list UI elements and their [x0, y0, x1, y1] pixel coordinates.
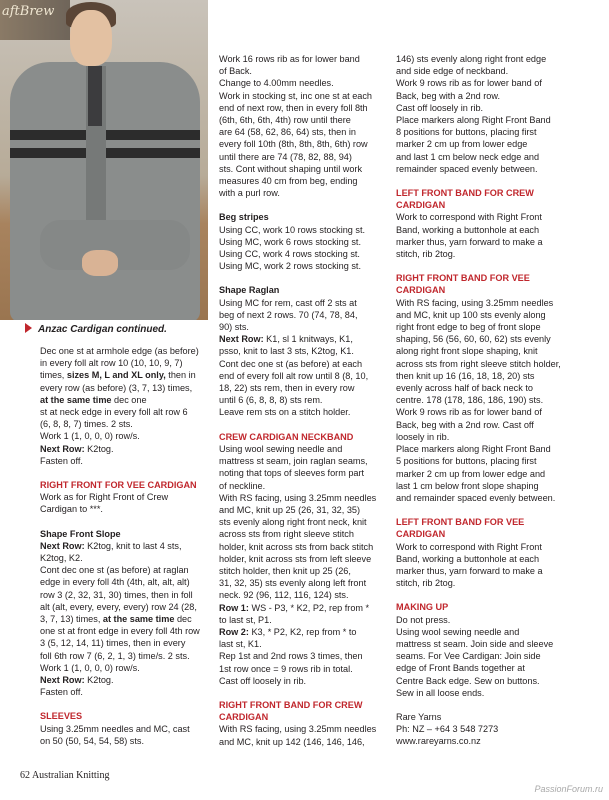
triangle-bullet-icon [25, 323, 32, 333]
page-footer [20, 770, 109, 781]
paragraph: With RS facing, using 3.25mm needles and MC, knit up 142 (146, 146, 146, [219, 724, 377, 747]
watermark: PassionForum.ru [534, 784, 603, 794]
photo-hand [82, 250, 118, 276]
subheading: Beg stripes [219, 212, 269, 223]
paragraph: Work 16 rows rib as for lower band of Back. Change to 4.00mm needles. Work in stocking st, inc one st at each end of next row, then in every foll 8th (6th, 6th, 6th, 4th) row until there are 64 (58, 62, 86, 64) sts, then in every foll 10th (8th, 8th, 8th, 6th) row until there are 74 (78, 82, 88, 94) sts. Cont without shaping until work measures 40 cm from beg, ending with a purl row. [219, 54, 372, 199]
page-number: 62 [20, 770, 30, 781]
paragraph: Work to correspond with Right Front Band, working a buttonhole at each marker thus, yarn forward to make a stitch, rib 2tog. [396, 541, 543, 589]
paragraph: Using wool sewing needle and mattress st seam, join raglan seams, noting that tops of sleeves form part of neckline. With RS facing, using 3.25mm needles and MC, knit up 25 (26, 31, 32, 35) sts evenly along right front neck, knit across sts from right sleeve stitch holder, knit across sts from back stitch holder, knit across sts from left sleeve stitch holder, then knit up 25 (26, 31, 32, 35) sts evenly along left front neck. 92 (96, 112, 116, 124) sts. Row 1: WS - P3, * K2, P2, rep from * to last st, P1. Row 2: K3, * P2, K2, rep from * to last st, K1. Rep 1st and 2nd rows 3 times, then 1st row once = 9 rows rib in total. Cast off loosely in rib. [219, 443, 377, 686]
section-heading: LEFT FRONT BAND FOR VEE CARDIGAN [396, 517, 525, 540]
subheading: Shape Front Slope [40, 528, 121, 539]
paragraph: Do not press. Using wool sewing needle and mattress st seam. Join side and sleeve seams. For Vee Cardigan: Join side edge of Front Bands together at Centre Back edge. Sew on buttons. Sew in all loose ends. [396, 614, 554, 698]
section-heading: RIGHT FRONT BAND FOR CREW CARDIGAN [219, 699, 363, 723]
paragraph: With RS facing, using 3.25mm needles and MC, knit up 100 sts evenly along right front edge to beg of front slope shaping, 56 (56, 60, 60, 62) sts evenly along right front slope shaping, knit across sts from right sleeve stitch holder, then knit up 16 (16, 18, 18, 20) sts evenly across half of back neck to centre. 178 (178, 186, 186, 190) sts. Work 9 rows rib as for lower band of Back, beg with a 2nd row. Cast off loosely in rib. Place markers along Right Front Band 5 positions for buttons, placing first marker 2 cm up from lower edge and last 1 cm below front slope shaping and remainder spaced evenly between. [396, 297, 561, 503]
column-1 [40, 345, 215, 747]
photo-face [70, 10, 112, 66]
paragraph: Using CC, work 10 rows stocking st. Using MC, work 6 rows stocking st. Using CC, work 4 rows stocking st. Using MC, work 2 rows stocking st. [219, 224, 366, 272]
subheading: Shape Raglan [219, 285, 280, 296]
supplier-contact: Rare Yarns Ph: NZ – +64 3 548 7273 www.rareyarns.co.nz [396, 711, 499, 747]
section-heading: MAKING UP [396, 602, 449, 613]
paragraph: Work as for Right Front of Crew Cardigan to ***. [40, 492, 169, 515]
paragraph: Using MC for rem, cast off 2 sts at beg of next 2 rows. 70 (74, 78, 84, 90) sts. Next Row: K1, sl 1 knitways, K1, psso, knit to last 3 sts, K2tog, K1. Cont dec one st (as before) at each end of every foll alt row until 8 (8, 10, 18, 22) sts rem, then in every row until 6 (6, 8, 8, 8) sts rem. Leave rem sts on a stitch holder. [219, 297, 369, 418]
paragraph: Dec one st at armhole edge (as before) in every foll alt row 10 (10, 10, 9, 7) times, sizes M, L and XL only, then in every row (as before) (3, 7, 13) times, at the same time dec one st at neck edge in every foll alt row 6 (6, 8, 8, 7) times. 2 sts. Work 1 (1, 0, 0, 0) row/s. Next Row: K2tog. Fasten off. [40, 346, 199, 466]
paragraph: 146) sts evenly along right front edge and side edge of neckband. Work 9 rows rib as for lower band of Back, beg with a 2nd row. Cast off loosely in rib. Place markers along Right Front Band 8 positions for buttons, placing first marker 2 cm up from lower edge and last 1 cm below neck edge and remainder spaced evenly between. [396, 54, 551, 174]
section-heading: LEFT FRONT BAND FOR CREW CARDIGAN [396, 188, 534, 211]
paragraph: Next Row: K2tog, knit to last 4 sts, K2tog, K2. Cont dec one st (as before) at raglan edge in every foll 4th (4th, alt, alt, alt) row 3 (2, 32, 31, 30) times, then in foll alt (alt, every, every, every) row 24 (28, 3, 7, 13) times, at the same time dec one st at front edge in every foll 4th row 3 (5, 12, 14, 11) times, then in every foll 6th row 7 (6, 2, 1, 3) time/s. 2 sts. Work 1 (1, 0, 0, 0) row/s. Next Row: K2tog. Fasten off. [40, 540, 200, 698]
photo-sign-text: aftBrew [2, 4, 55, 19]
section-heading: CREW CARDIGAN NECKBAND [219, 431, 354, 442]
magazine-name: Australian Knitting [31, 770, 110, 781]
column-2 [219, 53, 392, 748]
section-heading: SLEEVES [40, 711, 83, 722]
column-3 [396, 53, 569, 748]
section-heading: RIGHT FRONT BAND FOR VEE CARDIGAN [396, 273, 530, 296]
hero-photo [0, 0, 208, 320]
photo-shirt [88, 66, 102, 126]
photo-caption: Anzac Cardigan continued. [25, 323, 167, 335]
section-heading: RIGHT FRONT FOR VEE CARDIGAN [40, 480, 197, 491]
paragraph: Using 3.25mm needles and MC, cast on 50 (50, 54, 54, 58) sts. [40, 723, 190, 746]
paragraph: Work to correspond with Right Front Band, working a buttonhole at each marker thus, yarn forward to make a stitch, rib 2tog. [396, 212, 543, 260]
